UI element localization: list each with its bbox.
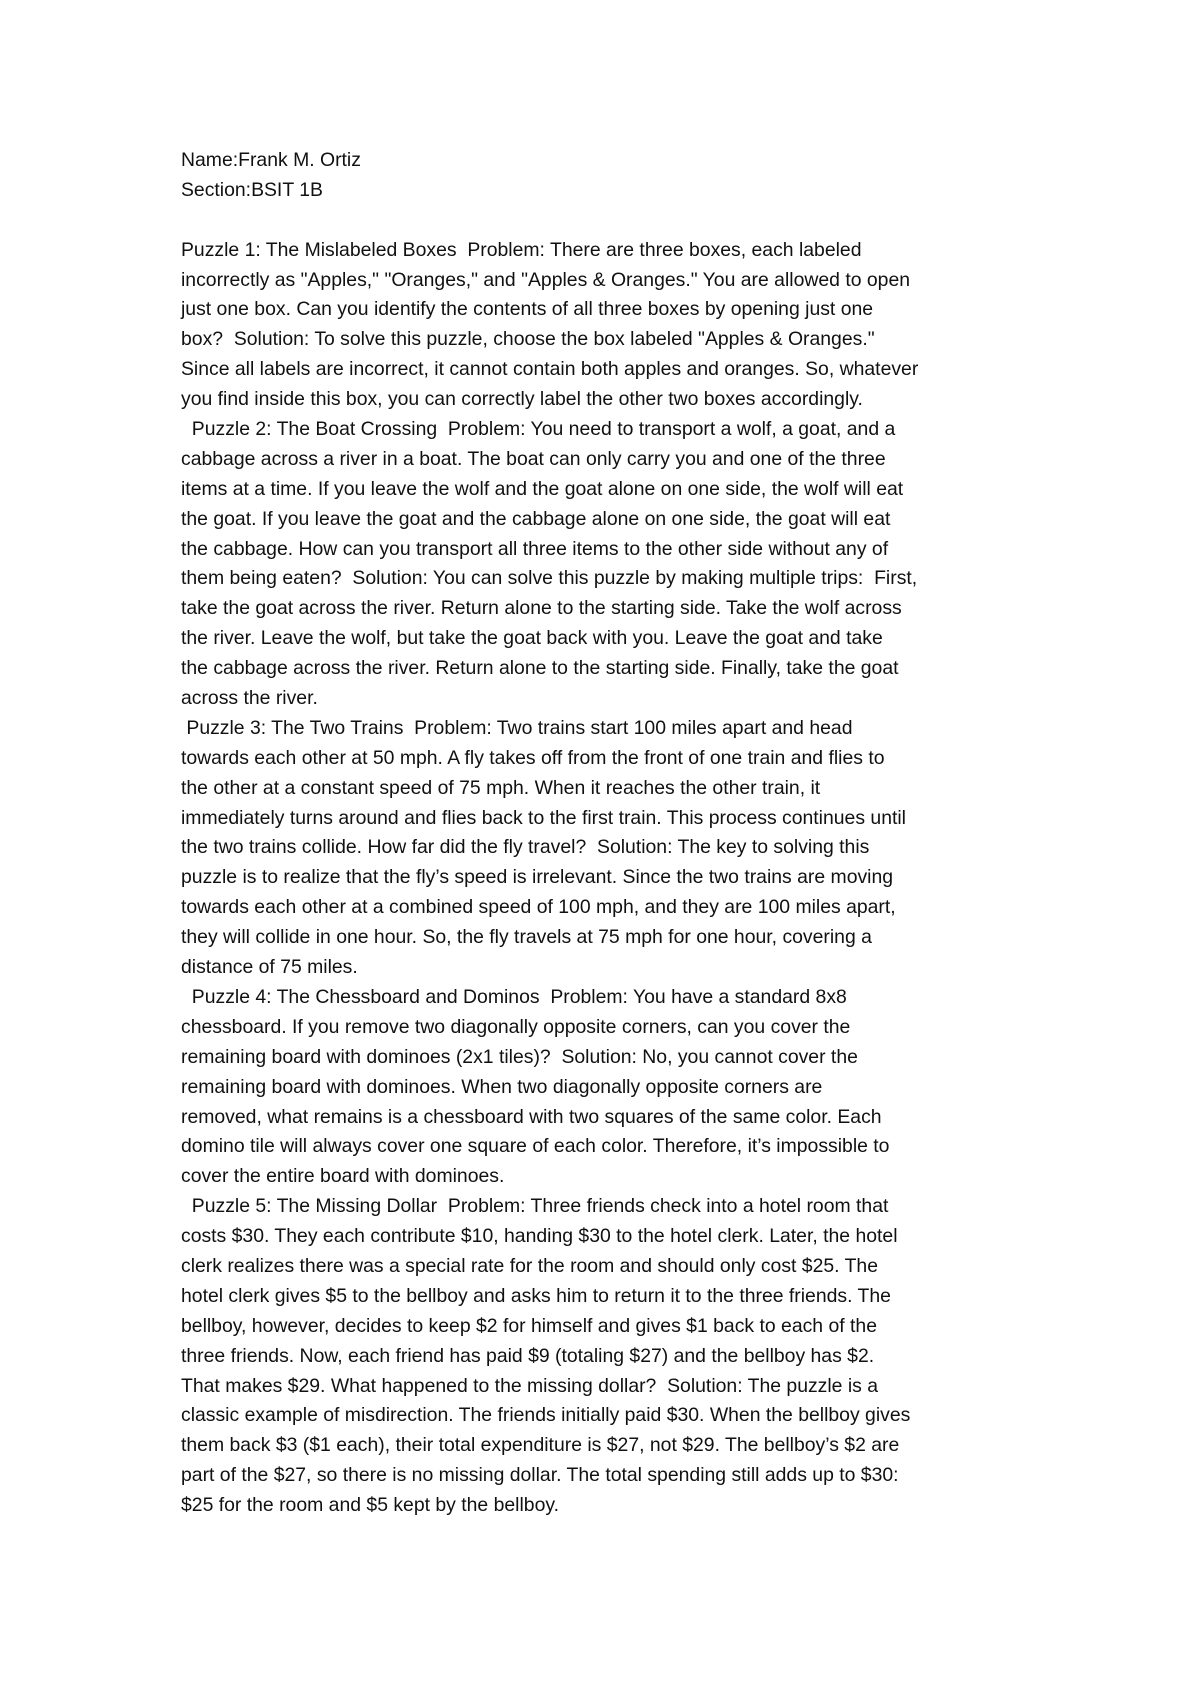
body-text-line: immediately turns around and flies back to the first train. This process continues until [181,806,906,829]
body-text-line: box? Solution: To solve this puzzle, choose the box labeled "Apples & Oranges." [181,328,875,351]
body-text-line: $25 for the room and $5 kept by the bellboy. [181,1494,560,1517]
body-text-line: Puzzle 1: The Mislabeled Boxes Problem: There are three boxes, each labeled [181,238,862,261]
body-text-line: part of the $27, so there is no missing dollar. The total spending still adds up to $30: [181,1464,899,1487]
body-text-line: just one box. Can you identify the contents of all three boxes by opening just one [181,298,874,321]
body-text-line: take the goat across the river. Return alone to the starting side. Take the wolf across [181,597,902,620]
body-text-line: puzzle is to realize that the fly’s speed is irrelevant. Since the two trains are moving [181,866,894,889]
body-text-line: Since all labels are incorrect, it cannot contain both apples and oranges. So, whatever [181,358,919,381]
body-text-line: remaining board with dominoes. When two diagonally opposite corners are [181,1075,823,1098]
body-text-line: the goat. If you leave the goat and the cabbage alone on one side, the goat will eat [181,507,891,530]
body-text-line: Puzzle 4: The Chessboard and Dominos Problem: You have a standard 8x8 [181,985,847,1008]
name-line: Name:Frank M. Ortiz [181,149,361,171]
body-text-line: the river. Leave the wolf, but take the goat back with you. Leave the goat and take [181,627,883,650]
section-line: Section:BSIT 1B [181,178,323,201]
body-text-line: remaining board with dominoes (2x1 tiles)? Solution: No, you cannot cover the [181,1045,858,1068]
body-text-line: clerk realizes there was a special rate for the room and should only cost $25. The [181,1254,878,1277]
body-text-line: the cabbage across the river. Return alone to the starting side. Finally, take the goat [181,657,899,680]
body-text-line: chessboard. If you remove two diagonally opposite corners, can you cover the [181,1015,851,1038]
body-text-line: cabbage across a river in a boat. The boat can only carry you and one of the three [181,447,886,470]
spacer [181,206,1031,236]
body-text-line: across the river. [181,687,318,710]
body-text-line: distance of 75 miles. [181,956,358,979]
body-text-line: classic example of misdirection. The friends initially paid $30. When the bellboy gives [181,1404,911,1427]
body-text-line: items at a time. If you leave the wolf and the goat alone on one side, the wolf will eat [181,477,904,500]
body-text-line: the other at a constant speed of 75 mph. When it reaches the other train, it [181,776,821,799]
body-text-line: Puzzle 3: The Two Trains Problem: Two trains start 100 miles apart and head [181,716,853,739]
body-text-line: removed, what remains is a chessboard with two squares of the same color. Each [181,1105,882,1128]
body-text-line: the two trains collide. How far did the fly travel? Solution: The key to solving this [181,836,870,859]
body-text-line: you find inside this box, you can correctly label the other two boxes accordingly. [181,388,863,411]
body-text-line: costs $30. They each contribute $10, handing $30 to the hotel clerk. Later, the hotel [181,1225,898,1248]
body-text-line: three friends. Now, each friend has paid $9 (totaling $27) and the bellboy has $2. [181,1344,875,1367]
body-text-line: cover the entire board with dominoes. [181,1165,505,1188]
body-text-line: incorrectly as "Apples," "Oranges," and "Apples & Oranges." You are allowed to open [181,268,911,291]
body-text-line: towards each other at 50 mph. A fly takes off from the front of one train and flies to [181,746,885,769]
document-body [181,236,1031,1521]
body-text-line: them back $3 ($1 each), their total expenditure is $27, not $29. The bellboy’s $2 are [181,1434,900,1457]
body-text-line: they will collide in one hour. So, the fly travels at 75 mph for one hour, covering a [181,926,872,949]
body-text-line: the cabbage. How can you transport all three items to the other side without any of [181,537,889,560]
body-text-line: Puzzle 5: The Missing Dollar Problem: Three friends check into a hotel room that [181,1195,889,1218]
body-text-line: them being eaten? Solution: You can solve this puzzle by making multiple trips: First, [181,567,918,590]
body-text-line: That makes $29. What happened to the missing dollar? Solution: The puzzle is a [181,1374,879,1397]
body-text-line: towards each other at a combined speed of 100 mph, and they are 100 miles apart, [181,896,896,919]
document-page [181,146,1031,1521]
body-text-line: bellboy, however, decides to keep $2 for himself and gives $1 back to each of the [181,1314,877,1337]
body-text-line: domino tile will always cover one square of each color. Therefore, it’s impossible to [181,1135,890,1158]
body-text-line: Puzzle 2: The Boat Crossing Problem: You need to transport a wolf, a goat, and a [181,418,896,441]
body-text-line: hotel clerk gives $5 to the bellboy and asks him to return it to the three friends. The [181,1284,891,1307]
